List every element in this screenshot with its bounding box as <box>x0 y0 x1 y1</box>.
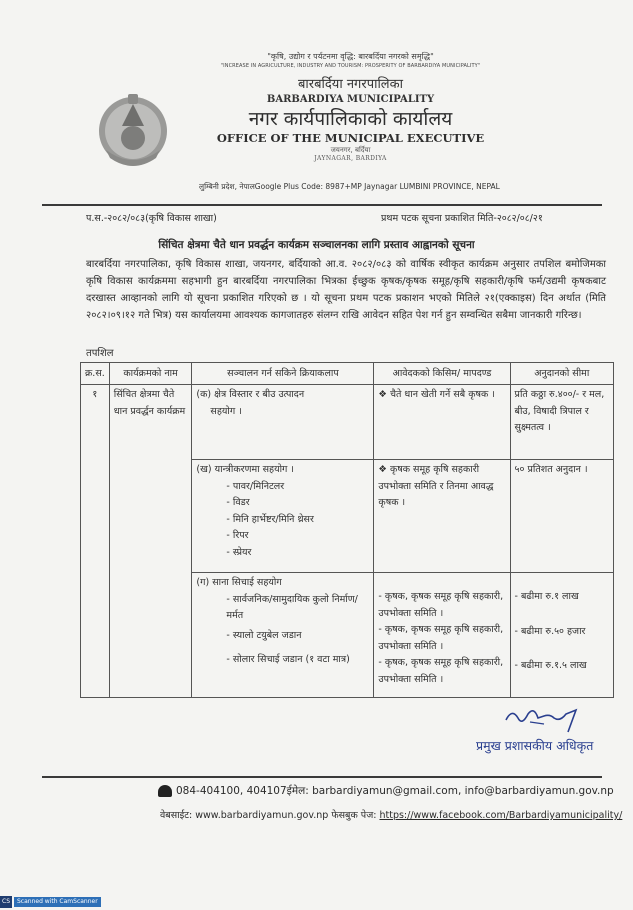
grant-kha: ५० प्रतिशत अनुदान । <box>510 460 613 573</box>
applicant-kha: ❖ कृषक समूह कृषि सहकारी उपभोक्ता समिति र तिनमा आवद्ध कृषक । <box>374 460 510 573</box>
grant-ga-item: - बढीमा रु.५० हजार <box>514 625 586 637</box>
place-english: JAYNAGAR, BARDIYA <box>314 155 387 162</box>
activity-ka-sub: सहयोग । <box>210 405 242 417</box>
activity-kha-item: - पावर/मिनिटलर <box>226 480 285 492</box>
activity-ga-item: - सोलार सिचाई जडान (१ वटा मात्र) <box>226 654 350 665</box>
office-address: लुम्बिनी प्रदेश, नेपालGoogle Plus Code: 8987+MP Jaynagar LUMBINI PROVINCE, NEPAL <box>199 182 500 191</box>
letterhead <box>0 52 633 162</box>
contact-line <box>158 784 614 798</box>
scanner-badge: Scanned with CamScanner <box>14 897 101 907</box>
applicant-ga-item: - कृषक, कृषक समूह कृषि सहकारी, उपभोक्ता समिति । <box>378 624 504 652</box>
activity-kha-item: - स्प्रेयर <box>226 546 252 558</box>
grant-ga-item: - बढीमा रु.१.५ लाख <box>514 660 587 671</box>
activity-ka <box>192 385 374 460</box>
header-applicant: आवेदकको किसिम/ मापदण्ड <box>374 363 510 385</box>
motto-english: "INCREASE IN AGRICULTURE, INDUSTRY AND TOURISM: PROSPERITY OF BARBARDIYA MUNICIPALITY" <box>220 63 481 69</box>
footer-divider <box>42 776 602 778</box>
activity-ga-title: (ग) साना सिचाई सहयोग <box>196 577 282 588</box>
header-divider <box>42 204 602 206</box>
camscanner-logo-icon: CS <box>0 896 12 908</box>
handwritten-signature <box>500 700 600 736</box>
activity-kha-item: - विडर <box>226 497 250 508</box>
municipality-name-nepali: बारबर्दिया नगरपालिका <box>298 77 403 92</box>
activity-kha-item: - मिनि हार्भेष्टर/मिनि थ्रेसर <box>226 513 314 525</box>
header-program: कार्यक्रमको नाम <box>109 363 192 385</box>
facebook-link[interactable]: https://www.facebook.com/Barbardiyamunicipality/ <box>379 810 623 821</box>
grant-ga-item: - बढीमा रु.१ लाख <box>514 591 579 602</box>
publication-date: प्रथम पटक सूचना प्रकाशित मिति-२०८२/०८/२१ <box>381 213 543 224</box>
program-table <box>80 362 614 698</box>
table-row <box>81 385 614 460</box>
activity-kha-title: (ख) यान्त्रीकरणमा सहयोग । <box>196 464 295 475</box>
row-program: सिंचित क्षेत्रमा चैते धान प्रवर्द्धन कार्यक्रम <box>109 385 192 698</box>
applicant-ga-item: - कृषक, कृषक समूह कृषि सहकारी, उपभोक्ता समिति । <box>378 591 504 619</box>
activity-kha-item: - रिपर <box>226 530 249 541</box>
contact-text: 084-404100, 404107ईमेल: barbardiyamun@gmail.com, info@barbardiyamun.gov.np <box>176 785 614 797</box>
municipality-name-english: BARBARDIYA MUNICIPALITY <box>266 94 435 105</box>
motto-nepali: "कृषि, उद्योग र पर्यटनमा वृद्धि: बारबर्दिया नगरको समृद्धि" <box>267 52 434 61</box>
applicant-ka: ❖ चैते धान खेती गर्ने सबै कृषक । <box>374 385 510 460</box>
office-name-english: OFFICE OF THE MUNICIPAL EXECUTIVE <box>216 131 485 145</box>
reference-number: प.स.-२०८२/०८३(कृषि विकास शाखा) <box>86 213 217 224</box>
table-header-row <box>81 363 614 385</box>
header-grant: अनुदानको सीमा <box>510 363 613 385</box>
activity-kha <box>192 460 374 573</box>
header-sn: क्र.स. <box>81 363 110 385</box>
header-activities: सञ्चालन गर्न सकिने क्रियाकलाप <box>192 363 374 385</box>
notice-title: सिंचित क्षेत्रमा चैते धान प्रवर्द्धन कार्यक्रम सञ्चालनका लागि प्रस्ताव आह्वानको सूचना <box>158 239 475 251</box>
activity-ga-item: - सार्वजनिक/सामुदायिक कुलो निर्माण/मर्मत <box>226 593 358 621</box>
grant-ga <box>510 573 613 698</box>
notice-body: बारबर्दिया नगरपालिका, कृषि विकास शाखा, जयनगर, बर्दियाको आ.व. २०८२/०८३ को वार्षिक स्वीकृत कार्यक्रम अनुसार तपशिल बमोजिमका कृषि विकास कार्यक्रममा सहभागी हुन बारबर्दिया नगरपालिका भित्रका ईच्छुक कृषक/कृषक समूह/कृषि सहकारी/कृषि फर्म/उद्यमी कृषकबाट दरखास्त आव्हानको लागि यो सूचना प्रकाशित गरिएको छ । यो सूचना प्रथम पटक प्रकाशन भएको मितिले २१(एक्काइस) दिन अर्थात (मिति २०८२।०९।१२ गते भित्र) यस कार्यालयमा आवश्यक कागजातहरु संलग्न राखि आवेदन सहित पेश गर्न हुन सम्वन्धित सबैमा जानकारी गरिन्छ। <box>86 259 606 321</box>
activity-ga-item: - स्यालो टयुबेल जडान <box>226 629 302 641</box>
website-line <box>160 808 622 821</box>
activity-ka-title: (क) क्षेत्र विस्तार र बीउ उत्पादन <box>196 389 305 400</box>
place-nepali: जयनगर, बर्दिया <box>330 146 371 154</box>
signatory-title: प्रमुख प्रशासकीय अधिकृत <box>476 738 594 753</box>
phone-icon <box>158 785 172 797</box>
applicant-ga <box>374 573 510 698</box>
website-prefix: वेबसाईट: www.barbardiyamun.gov.np फेसबुक पेज: <box>160 810 377 821</box>
applicant-ga-item: - कृषक, कृषक समूह कृषि सहकारी, उपभोक्ता समिति । <box>378 657 504 685</box>
office-name-nepali: नगर कार्यपालिकाको कार्यालय <box>248 108 453 130</box>
row-sn: १ <box>81 385 110 698</box>
details-label: तपशिल <box>86 348 114 359</box>
activity-ga <box>192 573 374 698</box>
grant-ka: प्रति कठ्ठा रु.४००/- र मल, बीउ, विषादी त्रिपाल र सुक्ष्मतत्व । <box>510 385 613 460</box>
